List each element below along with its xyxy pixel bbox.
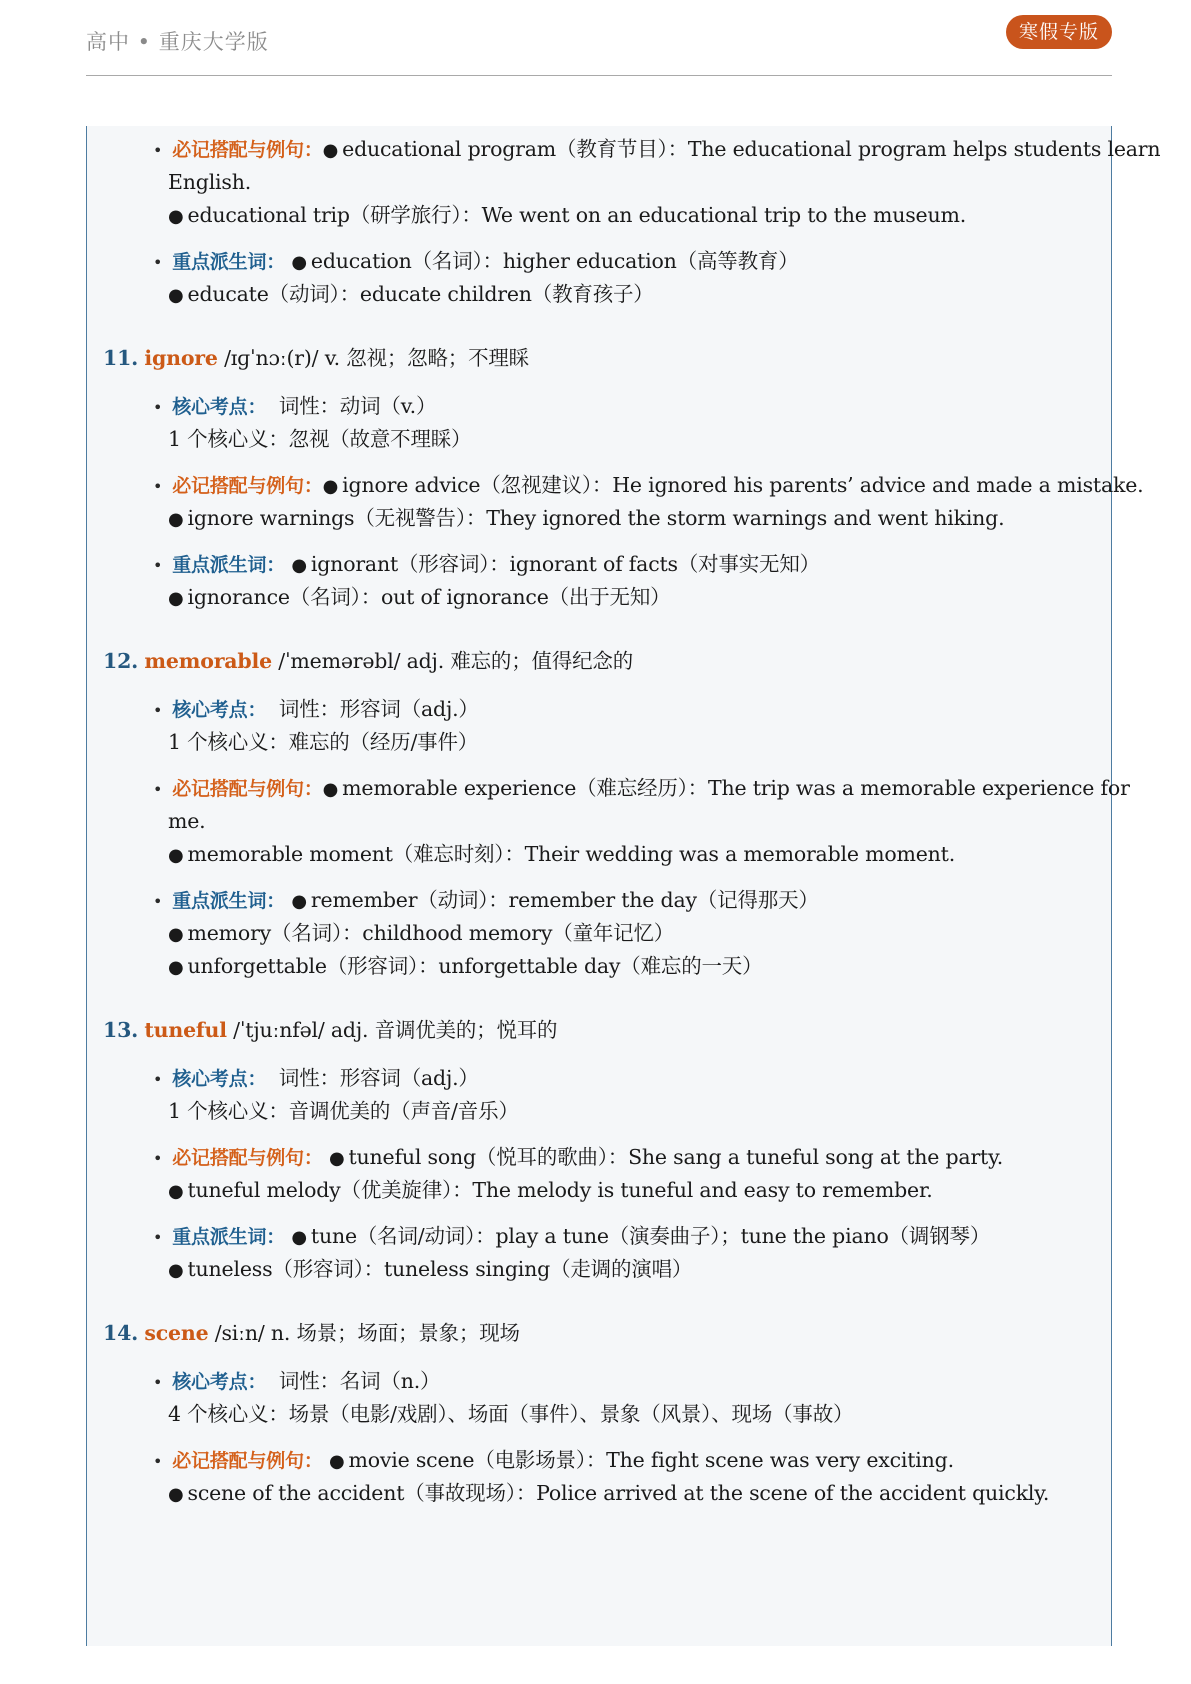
derivative-text: educate（动词）：educate children（教育孩子） <box>187 282 654 306</box>
collocation-label: 必记搭配与例句： <box>172 475 323 497</box>
derivative-line <box>168 280 654 310</box>
bullet: ● <box>168 285 184 306</box>
bullet: ● <box>328 1148 345 1169</box>
bullet: ● <box>168 1260 184 1281</box>
entry-definition: /ˈtjuːnfəl/ adj. 音调优美的；悦耳的 <box>226 1018 558 1042</box>
bullet-dot: • <box>153 1228 163 1247</box>
core-text: 词性：名词（n.） <box>278 1369 441 1393</box>
entry-number: 13. <box>103 1018 139 1042</box>
bullet: ● <box>168 206 184 227</box>
derivative-line <box>153 247 799 277</box>
derivative-line <box>153 550 820 580</box>
collocation-text: tuneful melody（优美旋律）：The melody is tuneful and easy to remember. <box>187 1178 933 1202</box>
core-meaning: 1 个核心义：忽视（故意不理睬） <box>168 427 472 451</box>
bullet-dot: • <box>153 701 163 720</box>
bullet-dot: • <box>153 892 163 911</box>
derivative-text: education（名词）：higher education（高等教育） <box>310 249 799 273</box>
collocation-text-cont: English. <box>168 170 252 194</box>
core-meaning: 1 个核心义：音调优美的（声音/音乐） <box>168 1099 519 1123</box>
derivative-text: unforgettable（形容词）：unforgettable day（难忘的一天） <box>187 954 763 978</box>
bullet: ● <box>328 1451 345 1472</box>
bullet: ● <box>322 140 339 161</box>
collocation-label: 必记搭配与例句： <box>172 139 323 161</box>
collocation-text: ignore advice（忽视建议）：He ignored his parents’ advice and made a mistake. <box>342 473 1144 497</box>
collocation-line <box>168 504 1004 534</box>
collocation-text-cont: me. <box>168 809 206 833</box>
derivative-label: 重点派生词： <box>172 1226 286 1248</box>
core-label: 核心考点： <box>172 1068 267 1090</box>
bullet-dot: • <box>153 253 163 272</box>
derivative-line <box>153 1222 990 1252</box>
bullet-dot: • <box>153 556 163 575</box>
collocation-label: 必记搭配与例句： <box>172 778 323 800</box>
collocation-line <box>153 1446 954 1476</box>
bullet: ● <box>168 509 184 530</box>
collocation-line <box>168 1176 933 1206</box>
collocation-label: 必记搭配与例句： <box>172 1147 323 1169</box>
core-text: 词性：动词（v.） <box>278 394 437 418</box>
core-line <box>153 695 479 725</box>
collocation-line <box>153 471 1143 501</box>
collocation-text: memorable moment（难忘时刻）：Their wedding was a memorable moment. <box>187 842 956 866</box>
bullet-dot: • <box>153 780 163 799</box>
bullet: ● <box>291 891 307 912</box>
bullet: ● <box>168 957 184 978</box>
entry-heading <box>103 344 529 372</box>
derivative-text: ignorance（名词）：out of ignorance（出于无知） <box>187 585 671 609</box>
derivative-line <box>153 886 819 916</box>
collocation-line <box>168 201 966 231</box>
entry-definition: /ˈmemərəbl/ adj. 难忘的；值得纪念的 <box>271 649 634 673</box>
collocation-text: movie scene（电影场景）：The fight scene was very exciting. <box>348 1448 954 1472</box>
bullet-dot: • <box>153 398 163 417</box>
derivative-label: 重点派生词： <box>172 554 286 576</box>
core-label: 核心考点： <box>172 1371 267 1393</box>
core-line <box>153 392 436 422</box>
collocation-text: educational program（教育节目）：The educational program helps students learn <box>342 137 1161 161</box>
collocation-text: tuneful song（悦耳的歌曲）：She sang a tuneful song at the party. <box>348 1145 1004 1169</box>
collocation-line <box>153 1143 1003 1173</box>
derivative-text: memory（名词）：childhood memory（童年记忆） <box>187 921 675 945</box>
entry-number: 14. <box>103 1321 139 1345</box>
collocation-label: 必记搭配与例句： <box>172 1450 323 1472</box>
bullet-dot: • <box>153 1149 163 1168</box>
derivative-text: tuneless（形容词）：tuneless singing（走调的演唱） <box>187 1257 693 1281</box>
entry-word: memorable <box>144 649 272 673</box>
collocation-text: ignore warnings（无视警告）：They ignored the storm warnings and went hiking. <box>187 506 1005 530</box>
derivative-label: 重点派生词： <box>172 890 286 912</box>
derivative-text: ignorant（形容词）：ignorant of facts（对事实无知） <box>310 552 820 576</box>
bullet-dot: • <box>153 1070 163 1089</box>
collocation-line <box>168 1479 1049 1509</box>
entry-heading <box>103 647 633 675</box>
entry-word: scene <box>144 1321 209 1345</box>
bullet: ● <box>291 252 307 273</box>
bullet: ● <box>168 924 184 945</box>
entry-number: 12. <box>103 649 139 673</box>
bullet-dot: • <box>153 1373 163 1392</box>
bullet-dot: • <box>153 477 163 496</box>
bullet: ● <box>291 1227 307 1248</box>
core-line <box>153 1367 440 1397</box>
derivative-line <box>168 1255 692 1285</box>
entry-heading <box>103 1319 520 1347</box>
derivative-text: remember（动词）：remember the day（记得那天） <box>310 888 819 912</box>
collocation-line <box>153 774 1130 804</box>
header-divider <box>86 75 1112 76</box>
entry-definition: /siːn/ n. 场景；场面；景象；现场 <box>208 1321 520 1345</box>
bullet: ● <box>322 476 339 497</box>
collocation-line <box>153 135 1160 165</box>
edition-badge: 寒假专版 <box>1006 15 1112 49</box>
derivative-line <box>168 919 674 949</box>
derivative-line <box>168 583 670 613</box>
entry-definition: /ɪɡˈnɔː(r)/ v. 忽视；忽略；不理睬 <box>217 346 529 370</box>
bullet: ● <box>322 779 339 800</box>
derivative-text: tune（名词/动词）：play a tune（演奏曲子）；tune the piano（调钢琴） <box>310 1224 991 1248</box>
bullet-dot: • <box>153 1452 163 1471</box>
core-line <box>153 1064 479 1094</box>
content-box <box>86 126 1161 1646</box>
bullet: ● <box>168 1484 184 1505</box>
bullet: ● <box>291 555 307 576</box>
bullet: ● <box>168 1181 184 1202</box>
bullet-dot: • <box>153 141 163 160</box>
collocation-text: educational trip（研学旅行）：We went on an educational trip to the museum. <box>187 203 967 227</box>
derivative-line <box>168 952 762 982</box>
core-label: 核心考点： <box>172 396 267 418</box>
entry-word: tuneful <box>144 1018 227 1042</box>
entry-word: ignore <box>144 346 218 370</box>
collocation-text: scene of the accident（事故现场）：Police arrived at the scene of the accident quickly. <box>187 1481 1050 1505</box>
bullet: ● <box>168 588 184 609</box>
derivative-label: 重点派生词： <box>172 251 286 273</box>
core-meaning: 4 个核心义：场景（电影/戏剧）、场面（事件）、景象（风景）、现场（事故） <box>168 1402 854 1426</box>
header-title: 高中 • 重庆大学版 <box>86 30 269 54</box>
bullet: ● <box>168 845 184 866</box>
core-meaning: 1 个核心义：难忘的（经历/事件） <box>168 730 479 754</box>
entry-heading <box>103 1016 557 1044</box>
core-text: 词性：形容词（adj.） <box>278 1066 479 1090</box>
collocation-line <box>168 840 955 870</box>
entry-number: 11. <box>103 346 139 370</box>
core-text: 词性：形容词（adj.） <box>278 697 479 721</box>
collocation-text: memorable experience（难忘经历）：The trip was a memorable experience for <box>342 776 1130 800</box>
core-label: 核心考点： <box>172 699 267 721</box>
